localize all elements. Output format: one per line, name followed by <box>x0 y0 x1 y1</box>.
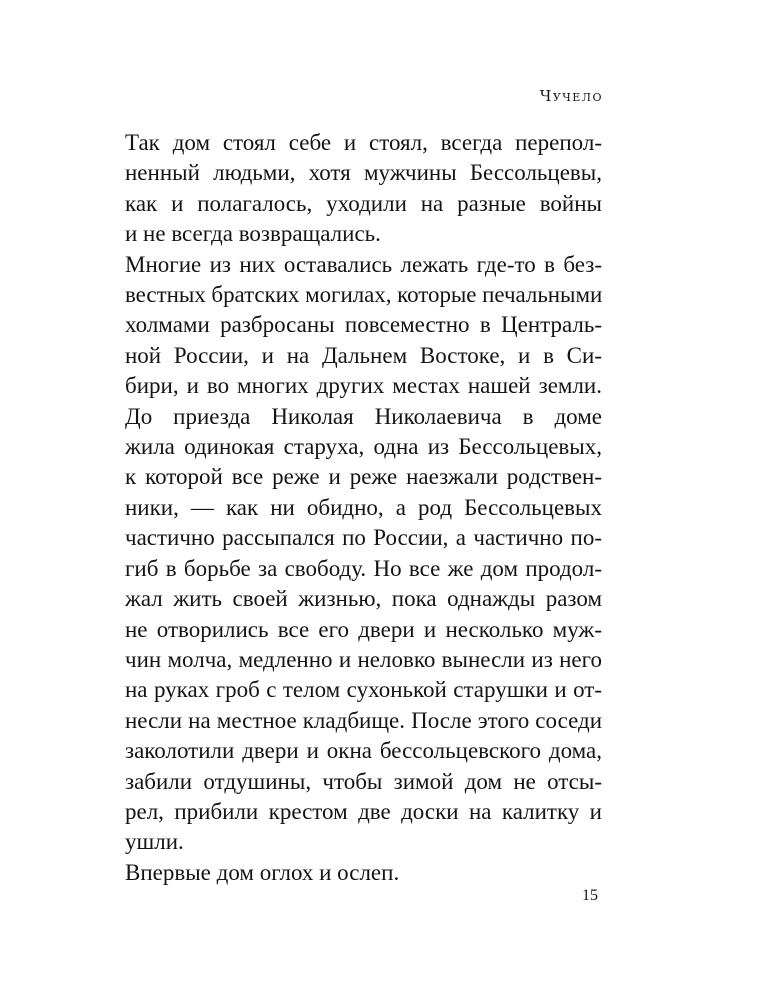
text-line: заколотили двери и окна бессольцевского дома, <box>125 738 602 764</box>
text-line: бири, и во многих других местах нашей земли. <box>125 373 602 399</box>
text-line: ники, — как ни обидно, а род Бессольцевых <box>125 494 602 520</box>
text-line: Так дом стоял себе и стоял, всегда перепол- <box>125 130 602 155</box>
text-line: Впервые дом оглох и ослеп. <box>125 859 400 885</box>
text-line: жила одинокая старуха, одна из Бессольцевых, <box>125 434 602 460</box>
text-line: к которой все реже и реже наезжали родствен- <box>125 464 602 490</box>
text-line: и не всегда возвращались. <box>125 221 381 247</box>
paragraph-2 <box>125 250 602 402</box>
text-line: не отворились все его двери и несколько муж- <box>125 616 602 642</box>
text-line: частично рассыпался по России, а частично по- <box>125 525 602 551</box>
text-line: ненный людьми, хотя мужчины Бессольцевы, <box>125 160 602 186</box>
text-line: Многие из них оставались лежать где-то в без- <box>125 251 602 277</box>
paragraph-3 <box>125 402 602 858</box>
text-line: вестных братских могилах, которые печальными <box>125 282 603 308</box>
text-line: чин молча, медленно и неловко вынесли из него <box>125 646 602 672</box>
text-line: До приезда Николая Николаевича в доме <box>125 403 602 429</box>
page-number: 15 <box>582 887 598 904</box>
main-text <box>125 128 602 888</box>
text-line: ушли. <box>125 829 184 855</box>
text-line: забили отдушины, чтобы зимой дом не отсы- <box>125 768 602 794</box>
paragraph-1 <box>125 128 602 250</box>
text-line: несли на местное кладбище. После этого соседи <box>125 707 602 733</box>
text-line: холмами разбросаны повсеместно в Централь- <box>125 312 602 338</box>
text-line: жал жить своей жизнью, пока однажды разом <box>125 586 602 612</box>
text-line: как и полагалось, уходили на разные войны <box>125 190 602 216</box>
paragraph-4 <box>125 858 602 888</box>
text-line: ной России, и на Дальнем Востоке, и в Си- <box>125 342 602 368</box>
text-line: гиб в борьбе за свободу. Но все же дом продол- <box>125 555 602 581</box>
text-line: на руках гроб с телом сухонькой старушки и от- <box>125 677 602 703</box>
running-title: Чучело <box>539 87 603 105</box>
text-line: рел, прибили крестом две доски на калитку и <box>125 798 602 824</box>
